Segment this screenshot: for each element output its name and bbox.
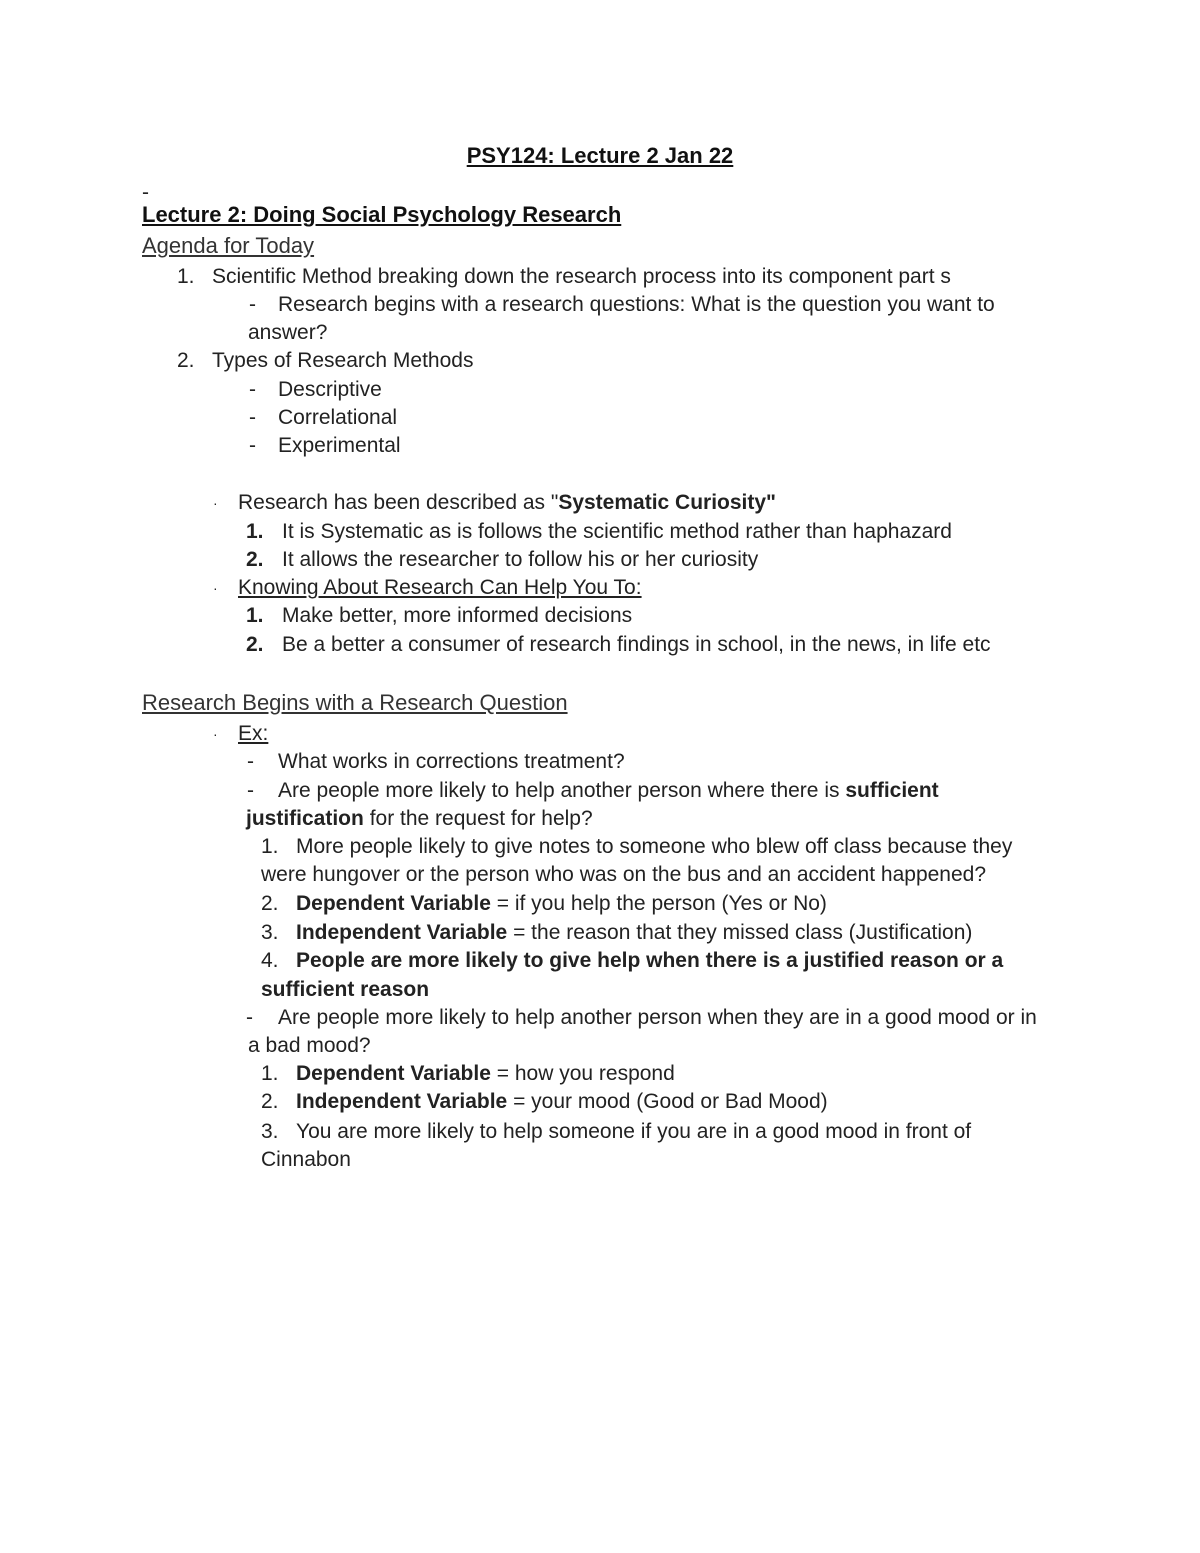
knowing-title: Knowing About Research Can Help You To: — [238, 576, 642, 599]
dash-marker: - — [247, 779, 254, 802]
knowing-point-2: Be a better a consumer of research findings in school, in the news, in life etc — [282, 633, 991, 656]
lecture-heading: Lecture 2: Doing Social Psychology Research — [142, 202, 622, 227]
dash-marker: - — [249, 293, 256, 316]
type-experimental: Experimental — [278, 434, 401, 457]
q2-item-1-cont: were hungover or the person who was on the bus and an accident happened? — [261, 863, 987, 886]
q2-item-1: More people likely to give notes to someone who blew off class because they — [296, 835, 1013, 858]
dash-marker: - — [247, 750, 254, 773]
systematic-bold: Systematic Curiosity" — [558, 491, 777, 514]
research-question-title: Research Begins with a Research Question — [142, 690, 568, 715]
q2-independent-variable — [296, 920, 972, 946]
question-3: Are people more likely to help another person when they are in a good mood or in — [278, 1006, 1037, 1029]
dash-marker: - — [249, 406, 256, 429]
q3-independent-variable — [296, 1089, 828, 1115]
q3-item-3-number: 3. — [261, 1120, 279, 1143]
q2-iv-text: = the reason that they missed class (Justification) — [513, 921, 973, 944]
q2-item-4-number: 4. — [261, 949, 279, 972]
question-2-prefix: Are people more likely to help another person where there is — [278, 779, 840, 802]
page-title: PSY124: Lecture 2 Jan 22 — [466, 143, 734, 168]
knowing-1-number: 1. — [246, 604, 264, 627]
bullet-marker: · — [213, 495, 218, 511]
type-descriptive: Descriptive — [278, 378, 382, 401]
q3-item-2-number: 2. — [261, 1090, 279, 1113]
systematic-line — [238, 490, 776, 516]
agenda-title: Agenda for Today — [142, 233, 315, 258]
agenda-item-1-sub: Research begins with a research questions: What is the question you want to — [278, 293, 995, 316]
agenda-item-1: Scientific Method breaking down the research process into its component part s — [212, 265, 951, 288]
question-1: What works in corrections treatment? — [278, 750, 625, 773]
dash-marker: - — [246, 1006, 253, 1029]
question-2-bold-b: justification — [246, 807, 364, 830]
q2-item-3-number: 3. — [261, 921, 279, 944]
type-correlational: Correlational — [278, 406, 398, 429]
bullet-marker: · — [213, 580, 218, 596]
systematic-point-1: It is Systematic as is follows the scientific method rather than haphazard — [282, 520, 952, 543]
q2-item-1-number: 1. — [261, 835, 279, 858]
dv-label: Dependent Variable — [296, 892, 491, 915]
q2-item-2-number: 2. — [261, 892, 279, 915]
q2-item-4: People are more likely to give help when there is a justified reason or a — [296, 949, 1004, 972]
systematic-prefix: Research has been described as " — [238, 491, 559, 514]
bullet-marker: · — [213, 726, 218, 742]
knowing-2-number: 2. — [246, 633, 264, 656]
q3-dv-text: = how you respond — [496, 1062, 675, 1085]
dash-marker: - — [249, 434, 256, 457]
iv-label: Independent Variable — [296, 1090, 508, 1113]
q2-item-4-cont: sufficient reason — [261, 978, 430, 1001]
q3-item-3: You are more likely to help someone if you are in a good mood in front of — [296, 1120, 972, 1143]
agenda-item-1-sub-cont: answer? — [248, 321, 328, 344]
systematic-2-number: 2. — [246, 548, 264, 571]
iv-label: Independent Variable — [296, 921, 508, 944]
example-label: Ex: — [238, 722, 269, 745]
agenda-item-2-number: 2. — [177, 349, 195, 372]
q3-item-1-number: 1. — [261, 1062, 279, 1085]
q3-iv-text: = your mood (Good or Bad Mood) — [513, 1090, 828, 1113]
agenda-item-2: Types of Research Methods — [212, 349, 474, 372]
knowing-point-1: Make better, more informed decisions — [282, 604, 633, 627]
q2-dependent-variable — [296, 891, 827, 917]
systematic-1-number: 1. — [246, 520, 264, 543]
question-2-bold-a: sufficient — [845, 779, 939, 802]
question-2-rest: for the request for help? — [369, 807, 593, 830]
dv-label: Dependent Variable — [296, 1062, 491, 1085]
dash-marker: - — [249, 378, 256, 401]
systematic-point-2: It allows the researcher to follow his or her curiosity — [282, 548, 759, 571]
q3-item-3-cont: Cinnabon — [261, 1148, 351, 1171]
q3-dependent-variable — [296, 1061, 675, 1087]
question-2 — [278, 778, 939, 804]
q2-dv-text: = if you help the person (Yes or No) — [496, 892, 827, 915]
agenda-item-1-number: 1. — [177, 265, 195, 288]
question-2-cont — [246, 806, 593, 832]
question-3-cont: a bad mood? — [248, 1034, 371, 1057]
stray-mark: - — [142, 181, 149, 204]
